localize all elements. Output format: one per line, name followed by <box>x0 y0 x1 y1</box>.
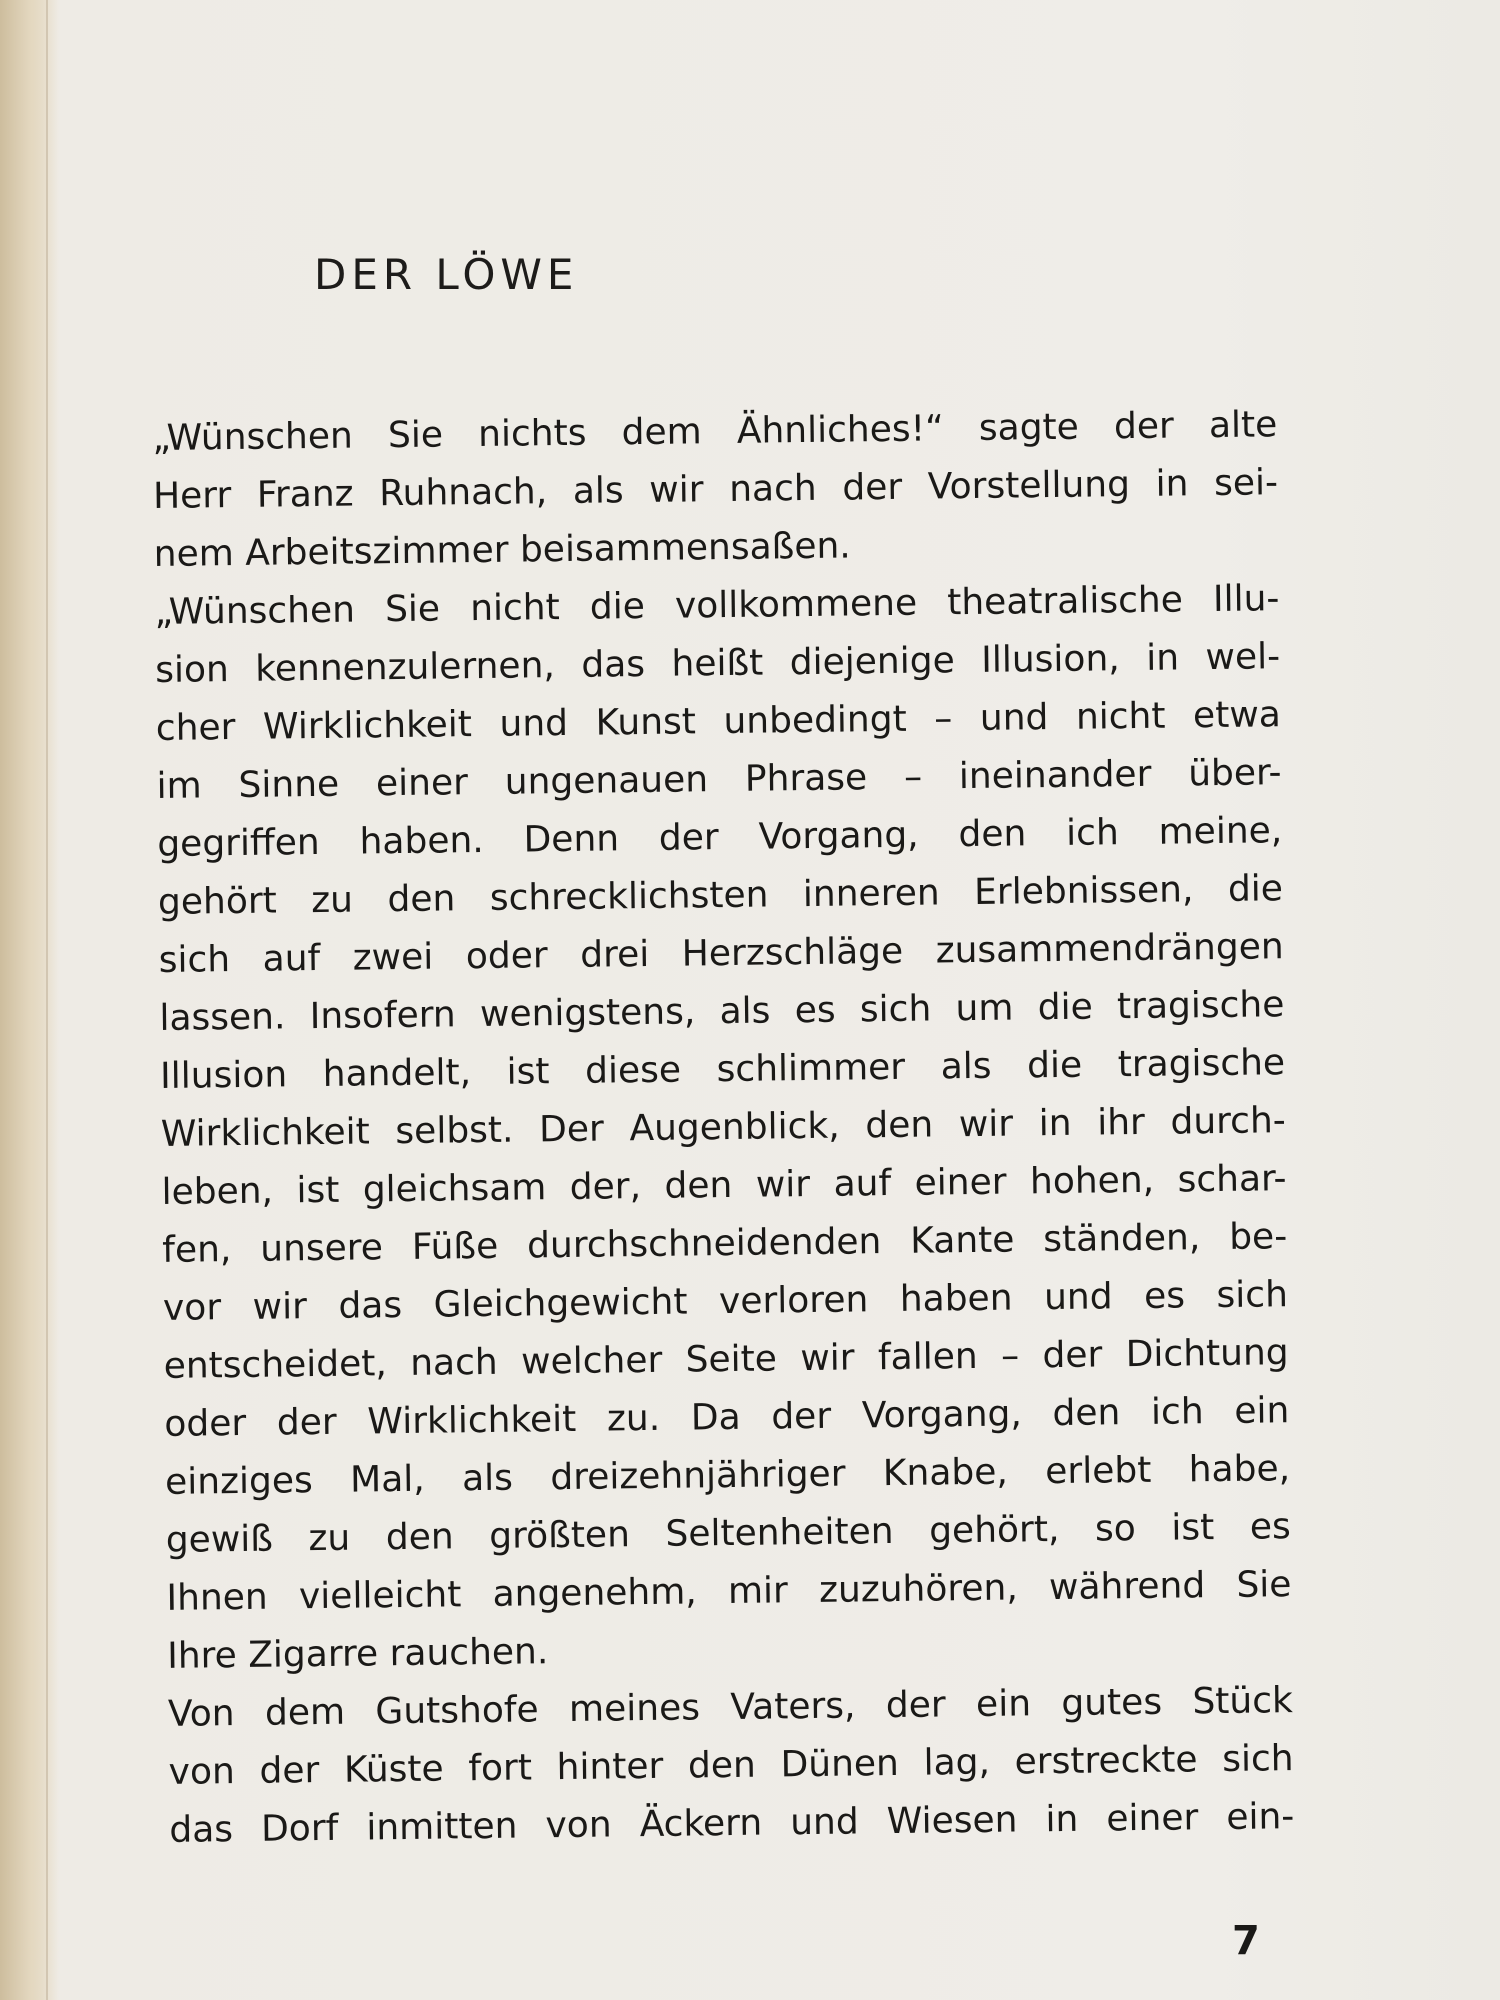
text-line: fen, unsere Füße durchschneidenden Kante ständen, be- <box>162 1216 1288 1271</box>
text-line: gewiß zu den größten Seltenheiten gehört, so ist es <box>165 1506 1291 1561</box>
page-gutter-line <box>46 0 48 2000</box>
text-line: „Wünschen Sie nichts dem Ähnliches!“ sagte der alte <box>152 404 1278 459</box>
text-line: Ihnen vielleicht angenehm, mir zuzuhören, während Sie <box>166 1564 1292 1619</box>
text-line: nem Arbeitszimmer beisammensaßen. <box>153 525 851 575</box>
page-number: 7 <box>1232 1918 1260 1964</box>
text-line: gehört zu den schrecklichsten inneren Erlebnissen, die <box>157 868 1284 923</box>
chapter-title: DER LÖWE <box>314 250 579 300</box>
text-line: von der Küste fort hinter den Dünen lag, erstreckte sich <box>168 1738 1294 1793</box>
text-line: sich auf zwei oder drei Herzschläge zusammendrängen <box>158 926 1284 981</box>
text-line: entscheidet, nach welcher Seite wir fallen – der Dichtung <box>163 1332 1289 1387</box>
text-line: Ihre Zigarre rauchen. <box>166 1631 549 1677</box>
text-line: oder der Wirklichkeit zu. Da der Vorgang, den ich ein <box>164 1390 1290 1445</box>
body-text <box>152 396 1295 1860</box>
text-line: „Wünschen Sie nicht die vollkommene theatralische Illu- <box>154 578 1280 633</box>
text-line: cher Wirklichkeit und Kunst unbedingt – und nicht etwa <box>155 694 1282 749</box>
text-line: lassen. Insofern wenigstens, als es sich um die tragische <box>159 984 1285 1039</box>
text-line: vor wir das Gleichgewicht verloren haben und es sich <box>162 1274 1289 1329</box>
text-line: das Dorf inmitten von Äckern und Wiesen in einer ein- <box>169 1796 1295 1851</box>
text-line: Von dem Gutshofe meines Vaters, der ein gutes Stück <box>167 1680 1294 1735</box>
page-gutter-shadow <box>0 0 58 2000</box>
text-line: Wirklichkeit selbst. Der Augenblick, den wir in ihr durch- <box>160 1100 1287 1155</box>
text-line: einziges Mal, als dreizehnjähriger Knabe, erlebt habe, <box>164 1448 1291 1503</box>
text-line: gegriffen haben. Denn der Vorgang, den ich meine, <box>157 810 1283 865</box>
text-line: sion kennenzulernen, das heißt diejenige Illusion, in wel- <box>154 636 1281 691</box>
text-line: Herr Franz Ruhnach, als wir nach der Vorstellung in sei- <box>152 462 1279 517</box>
text-line: im Sinne einer ungenauen Phrase – ineinander über- <box>156 752 1282 807</box>
text-line: leben, ist gleichsam der, den wir auf einer hohen, schar- <box>161 1158 1287 1213</box>
text-line: Illusion handelt, ist diese schlimmer als die tragische <box>159 1042 1286 1097</box>
